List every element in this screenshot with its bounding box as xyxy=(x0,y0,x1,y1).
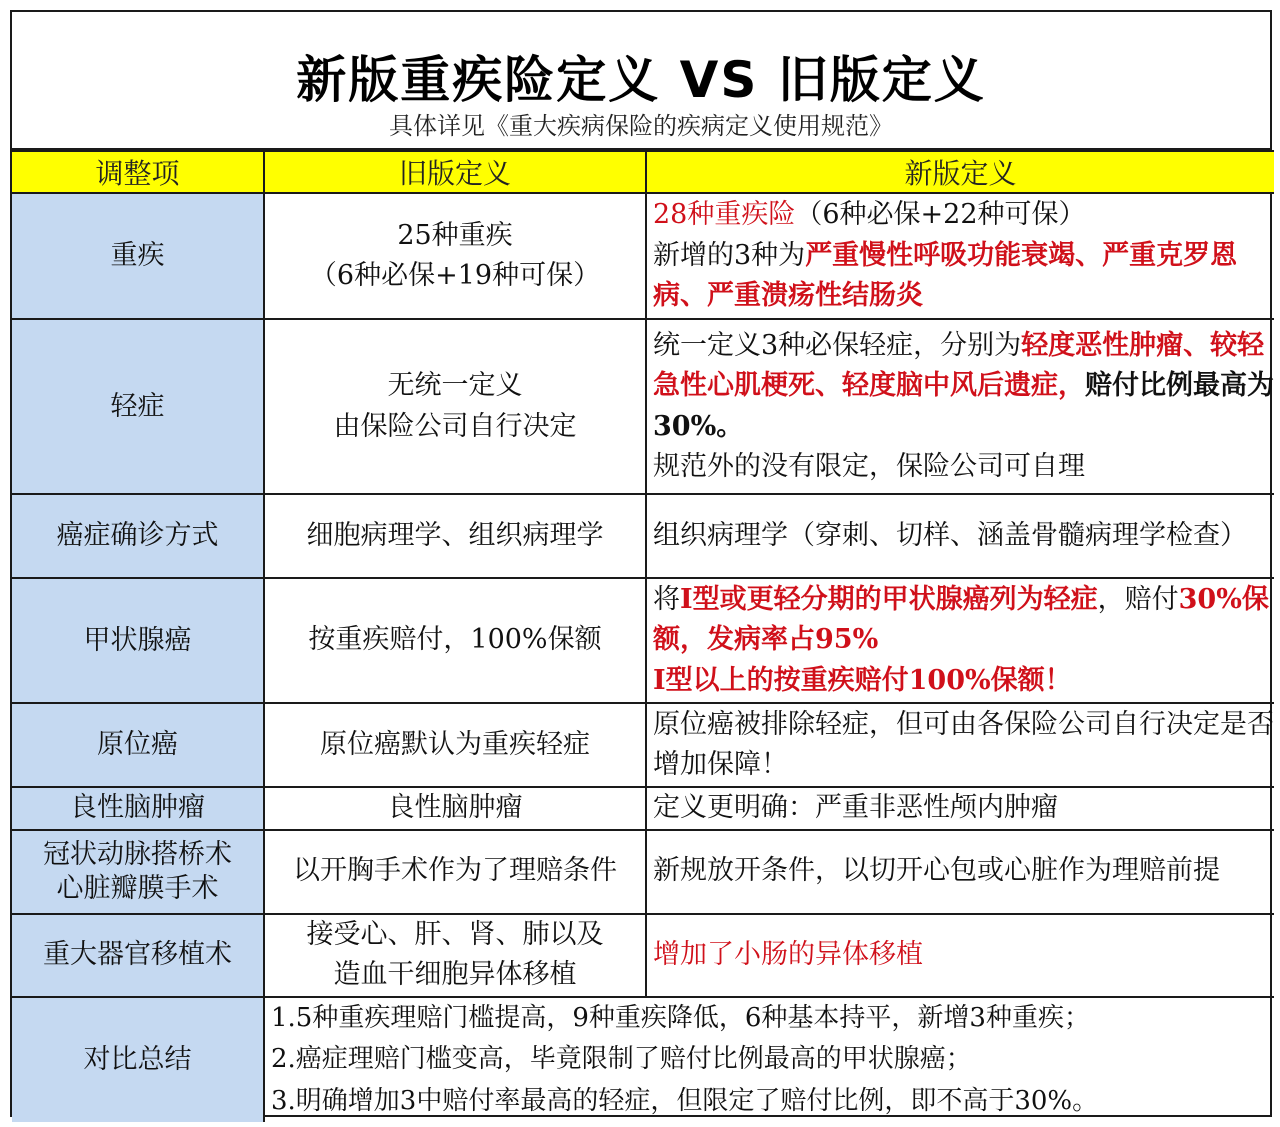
old-line: （6种必保+19种可保） xyxy=(309,260,601,291)
row-old: 以开胸手术作为了理赔条件 xyxy=(264,830,646,914)
summary-line: 2.癌症理赔门槛变高，毕竟限制了赔付比例最高的甲状腺癌； xyxy=(271,1044,972,1075)
old-line: 25种重疾 xyxy=(397,219,513,251)
old-line: 造血干细胞异体移植 xyxy=(333,959,577,990)
item-line: 冠状动脉搭桥术 xyxy=(43,838,232,870)
row-new xyxy=(646,193,1274,319)
table-row xyxy=(12,830,1274,914)
plain-text: 将 xyxy=(653,583,680,615)
row-new xyxy=(646,319,1274,494)
row-new xyxy=(646,914,1274,997)
row-item xyxy=(12,830,264,914)
row-item: 甲状腺癌 xyxy=(12,578,264,703)
item-line: 心脏瓣膜手术 xyxy=(56,872,219,904)
header-old: 旧版定义 xyxy=(264,151,646,193)
row-item: 原位癌 xyxy=(12,703,264,787)
table-row xyxy=(12,319,1274,494)
table-row xyxy=(12,914,1274,997)
table-row xyxy=(12,578,1274,703)
comparison-sheet xyxy=(10,10,1272,1117)
row-old xyxy=(264,319,646,494)
old-line: 由保险公司自行决定 xyxy=(333,410,577,442)
title-block xyxy=(12,12,1270,150)
plain-text: ，赔付 xyxy=(1097,583,1179,615)
highlight-text: I型或更轻分期的甲状腺癌列为轻症 xyxy=(680,583,1098,615)
row-old: 按重疾赔付，100%保额 xyxy=(264,578,646,703)
row-item: 癌症确诊方式 xyxy=(12,494,264,578)
highlight-text: I型以上的按重疾赔付100%保额！ xyxy=(653,664,1072,696)
highlight-text: 轻度恶性肿瘤、较轻急性心肌梗死、轻度脑中风后遗症， xyxy=(653,329,1265,401)
header-item: 调整项 xyxy=(12,151,264,193)
row-item: 对比总结 xyxy=(12,997,264,1123)
old-line: 接受心、肝、肾、肺以及 xyxy=(306,918,604,950)
highlight-text: 严重慢性呼吸功能衰竭、严重克罗恩病、严重溃疡性结肠炎 xyxy=(653,239,1238,312)
row-item: 重大器官移植术 xyxy=(12,914,264,997)
row-item: 轻症 xyxy=(12,319,264,494)
table-row xyxy=(12,193,1274,319)
highlight-text: 30%保额，发病率占95% xyxy=(653,583,1269,656)
summary-line: 1.5种重疾理赔门槛提高，9种重疾降低，6种基本持平，新增3种重疾； xyxy=(271,1002,1090,1033)
row-new: 原位癌被排除轻症，但可由各保险公司自行决定是否增加保障！ xyxy=(646,703,1274,787)
row-old: 原位癌默认为重疾轻症 xyxy=(264,703,646,787)
row-old: 良性脑肿瘤 xyxy=(264,787,646,830)
row-old: 细胞病理学、组织病理学 xyxy=(264,494,646,578)
old-line: 无统一定义 xyxy=(387,370,523,401)
row-new: 新规放开条件，以切开心包或心脏作为理赔前提 xyxy=(646,830,1274,914)
row-new xyxy=(646,578,1274,703)
row-old xyxy=(264,193,646,319)
summary-line: 3.明确增加3中赔付率最高的轻症，但限定了赔付比例，即不高于30%。 xyxy=(271,1085,1099,1116)
row-item: 良性脑肿瘤 xyxy=(12,787,264,830)
header-row xyxy=(12,151,1274,193)
highlight-text: 28种重疾险 xyxy=(653,199,796,231)
table-row xyxy=(12,494,1274,578)
table-row xyxy=(12,787,1274,830)
summary-cell xyxy=(264,997,1274,1123)
highlight-text: 增加了小肠的异体移植 xyxy=(653,938,923,970)
row-new: 定义更明确：严重非恶性颅内肿瘤 xyxy=(646,787,1274,830)
subtitle: 具体详见《重大疾病保险的疾病定义使用规范》 xyxy=(389,112,893,140)
plain-text: 规范外的没有限定，保险公司可自理 xyxy=(653,451,1085,482)
plain-text: 新增的3种为 xyxy=(653,239,806,271)
main-title: 新版重疾险定义 VS 旧版定义 xyxy=(296,51,986,109)
row-new: 组织病理学（穿刺、切样、涵盖骨髓病理学检查） xyxy=(646,494,1274,578)
header-new: 新版定义 xyxy=(646,151,1274,193)
row-old xyxy=(264,914,646,997)
bold-text: 赔付比例最高为30%。 xyxy=(653,370,1274,442)
plain-text: （6种必保+22种可保） xyxy=(795,199,1086,231)
comparison-table xyxy=(12,150,1274,1122)
plain-text: 统一定义3种必保轻症，分别为 xyxy=(653,329,1022,361)
table-row xyxy=(12,703,1274,787)
summary-row xyxy=(12,997,1274,1123)
row-item: 重疾 xyxy=(12,193,264,319)
